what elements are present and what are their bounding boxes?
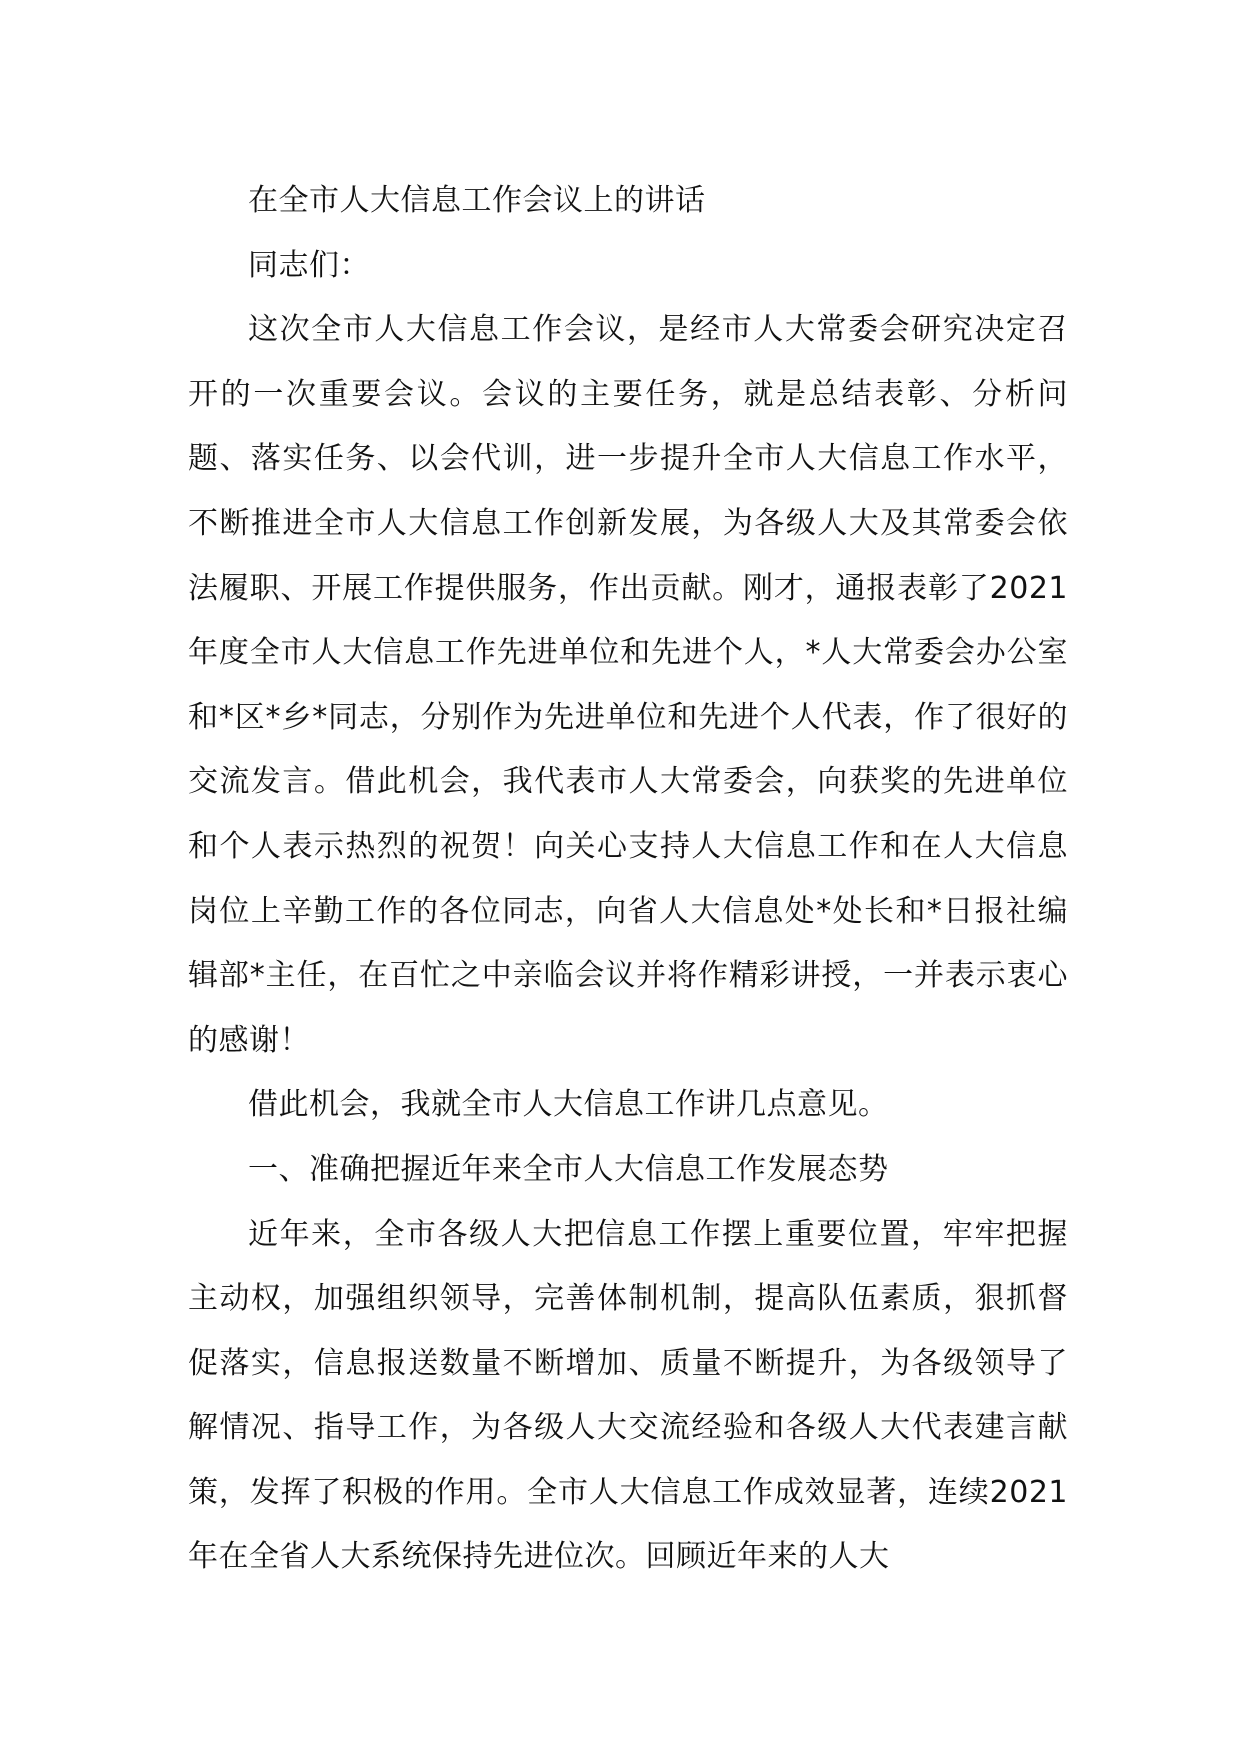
paragraph-intro-remarks: 借此机会，我就全市人大信息工作讲几点意见。: [248, 1087, 889, 1123]
salutation: 同志们：: [248, 247, 370, 283]
section-heading: 一、准确把握近年来全市人大信息工作发展态势: [248, 1151, 889, 1187]
paragraph-section-one: 近年来，全市各级人大把信息工作摆上重要位置，牢牢把握主动权，加强组织领导，完善体制机制，提高队伍素质，狠抓督促落实，信息报送数量不断增加、质量不断提升，为各级领导了解情况、指导工作，为各级人大交流经验和各级人大代表建言献策，发挥了积极的作用。全市人大信息工作成效显著，连续2021年在全省人大系统保持先进位次。回顾近年来的人大: [188, 1216, 1068, 1575]
document-title: 在全市人大信息工作会议上的讲话: [248, 183, 706, 218]
paragraph-opening: 这次全市人大信息工作会议，是经市人大常委会研究决定召开的一次重要会议。会议的主要任务，就是总结表彰、分析问题、落实任务、以会代训，进一步提升全市人大信息工作水平，不断推进全市人大信息工作创新发展，为各级人大及其常委会依法履职、开展工作提供服务，作出贡献。刚才，通报表彰了2021年度全市人大信息工作先进单位和先进个人，*人大常委会办公室和*区*乡*同志，分别作为先进单位和先进个人代表，作了很好的交流发言。借此机会，我代表市人大常委会，向获奖的先进单位和个人表示热烈的祝贺！向关心支持人大信息工作和在人大信息岗位上辛勤工作的各位同志，向省人大信息处*处长和*日报社编辑部*主任，在百忙之中亲临会议并将作精彩讲授，一并表示衷心的感谢！: [188, 312, 1068, 1058]
document-body: [188, 169, 1068, 1590]
